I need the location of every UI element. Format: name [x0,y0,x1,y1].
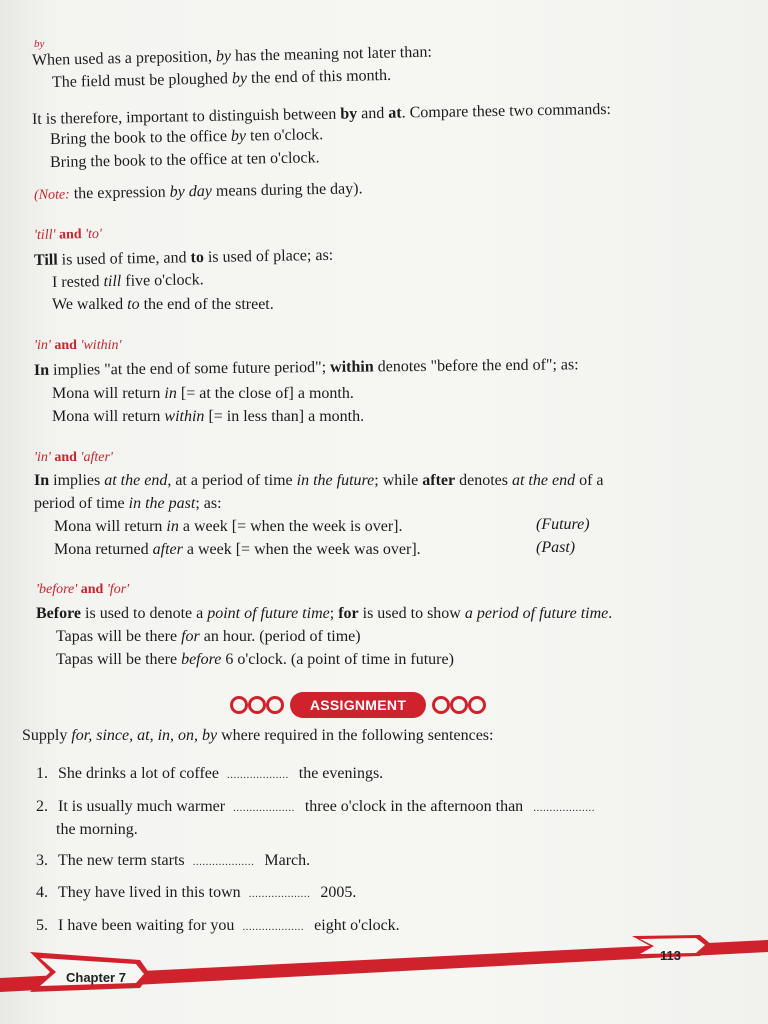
in-week-example: Mona will return in a week [= when the week is over]. [54,518,403,535]
by-example-1: The field must be ploughed by the end of this month. [51,66,392,91]
by-at-compare: It is therefore, important to distinguish between by and at. Compare these two commands: [31,100,612,128]
at-example: Bring the book to the office at ten o'clock. [49,149,320,171]
by-definition: When used as a preposition, by has the meaning not later than: [31,43,432,69]
ring-icon [266,696,284,714]
exercise-item-5: 5. I have been waiting for you ................... eight o'clock. [36,917,400,934]
in-within-heading: 'in' and 'within' [34,338,122,353]
exercise-item-2-cont: the morning. [56,821,138,838]
ring-icon [468,696,486,714]
answer-blank[interactable]: ................... [533,802,595,814]
exercise-item-3: 3. The new term starts ................... March. [36,852,311,869]
section-mark: by [34,38,45,50]
before-for-body: Before is used to denote a point of future time; for is used to show a period of future time. [36,605,613,622]
chapter-label: Chapter 7 [66,970,126,985]
ring-icon [450,696,468,714]
ring-icon [432,696,450,714]
exercise-item-4: 4. They have lived in this town ................... 2005. [36,884,357,901]
answer-blank[interactable]: ................... [242,921,305,933]
in-within-body: In implies "at the end of some future period"; within denotes "before the end of"; as: [33,356,579,379]
till-example: I rested till five o'clock. [51,271,204,291]
assignment-instruction: Supply for, since, at, in, on, by where required in the following sentences: [22,727,494,744]
answer-blank[interactable]: ................... [233,802,295,814]
in-example: Mona will return in [= at the close of] a month. [52,385,354,402]
to-example: We walked to the end of the street. [52,296,274,313]
past-tag: (Past) [536,539,576,556]
in-after-body-1: In implies at the end, at a period of time in the future; while after denotes at the end of a [34,472,604,489]
by-example-2: Bring the book to the office by ten o'clock. [49,126,324,148]
answer-blank[interactable]: ................... [227,769,289,781]
future-tag: (Future) [536,516,590,533]
before-for-heading: 'before' and 'for' [36,582,130,597]
till-to-heading: 'till' and 'to' [33,226,103,243]
answer-blank[interactable]: ................... [192,856,255,868]
assignment-banner [228,692,490,718]
exercise-item-1: 1. She drinks a lot of coffee ................... the evenings. [36,765,384,782]
page-number: 113 [660,948,681,963]
assignment-title: ASSIGNMENT [290,692,426,718]
in-after-body-2: period of time in the past; as: [34,495,222,512]
within-example: Mona will return within [= in less than] a month. [52,408,365,425]
till-to-body: Till is used of time, and to is used of place; as: [33,246,334,269]
after-week-example: Mona returned after a week [= when the week was over]. [54,541,421,558]
exercise-item-2: 2. It is usually much warmer ................... three o'clock in the afternoon than ................... [36,798,595,815]
before-example: Tapas will be there before 6 o'clock. (a point of time in future) [56,651,454,668]
answer-blank[interactable]: ................... [248,888,311,900]
for-example: Tapas will be there for an hour. (period of time) [56,628,361,645]
by-note: (Note: the expression by day means during the day). [33,180,363,203]
ring-icon [230,696,248,714]
ring-icon [248,696,266,714]
in-after-heading: 'in' and 'after' [34,450,113,465]
